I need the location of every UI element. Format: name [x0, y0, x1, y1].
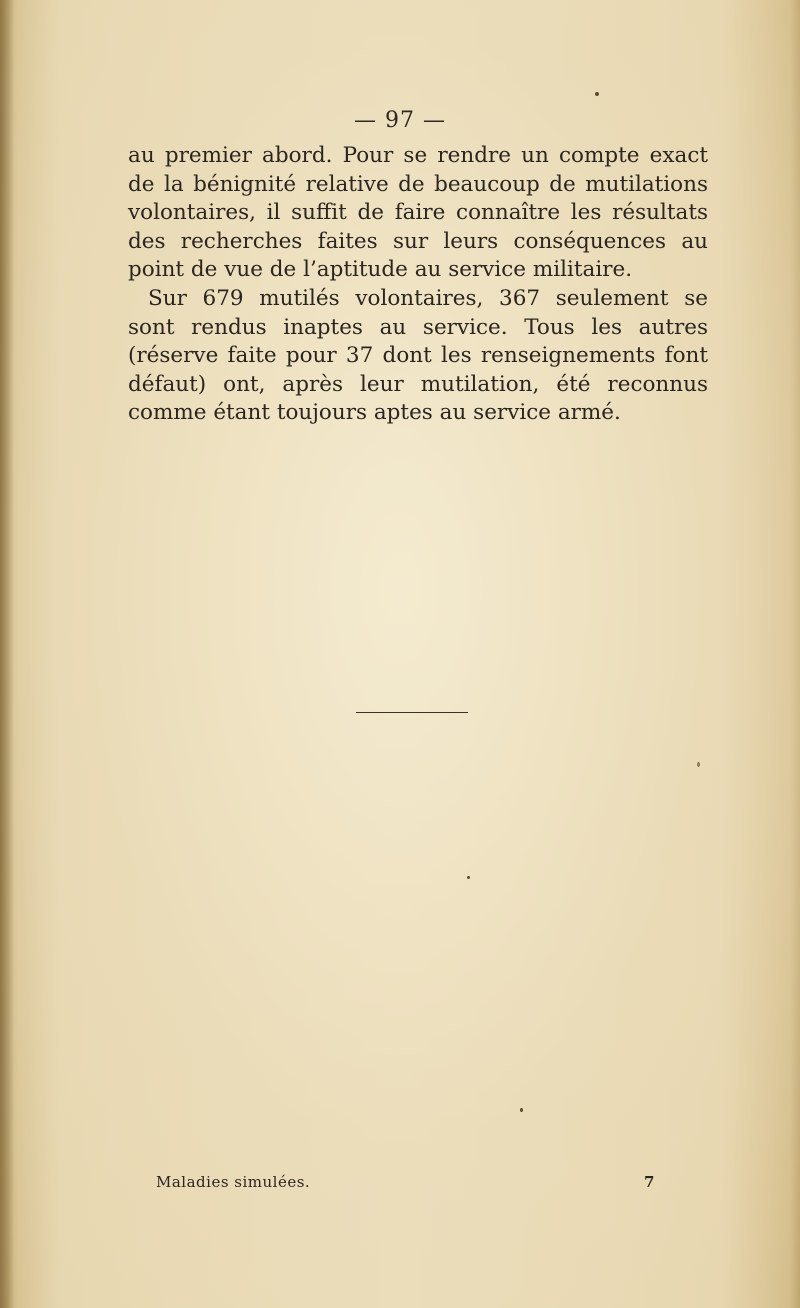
paper-speck [595, 92, 599, 96]
page-edge-shadow [0, 0, 14, 1308]
footer-signature-mark: 7 [644, 1173, 655, 1191]
paragraph-2: Sur 679 mutilés volontaires, 367 seulement se sont rendus inaptes au service. Tous les autres (réserve faite pour 37 dont les renseignements font défaut) ont, après leur mutilation, été reconnus comme étant toujours aptes au service armé. [128, 285, 708, 426]
paragraph-1: au premier abord. Pour se rendre un compte exact de la bénignité relative de beaucoup de mutilations volontaires, il suffit de faire connaître les résultats des recherches faites sur leurs conséquences au point de vue de l’aptitude au service militaire. [128, 143, 708, 283]
paper-speck [697, 762, 700, 767]
paper-speck [467, 876, 470, 879]
page-number: — 97 — [354, 108, 446, 133]
body-text [128, 142, 708, 428]
paper-speck [520, 1108, 523, 1112]
footer-book-title: Maladies simulées. [156, 1173, 311, 1191]
section-divider [356, 712, 468, 713]
